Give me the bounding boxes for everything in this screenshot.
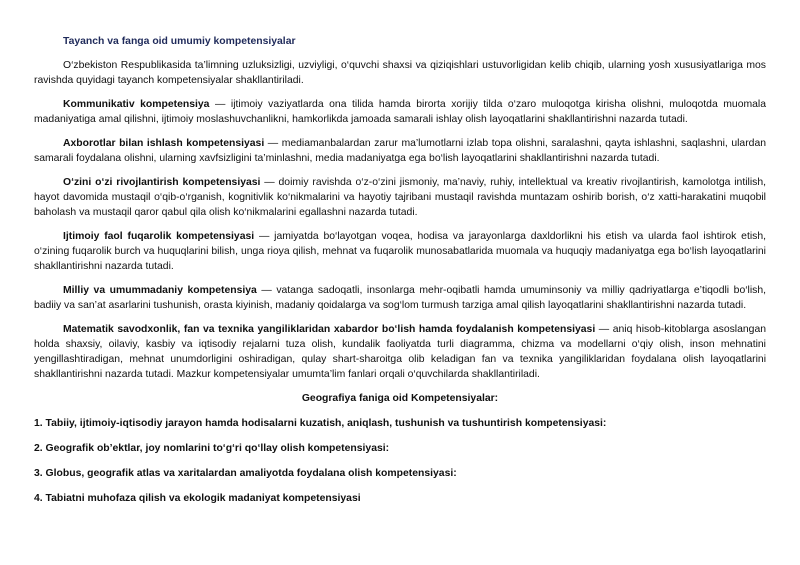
competency-paragraph-information [34, 136, 766, 166]
competency-paragraph-self-development [34, 175, 766, 220]
list-item: 2. Geografik ob’ektlar, joy nomlarini to‘g‘ri qo‘llay olish kompetensiyasi: [34, 443, 390, 454]
competency-term: Milliy va umummadaniy kompetensiya [63, 285, 257, 296]
competency-paragraph-civic [34, 229, 766, 274]
list-item: 3. Globus, geografik atlas va xaritalardan amaliyotda foydalana olish kompetensiyasi: [34, 468, 457, 479]
competency-description: — jamiyatda bo‘layotgan voqea, hodisa va jarayonlarga daxldorlikni his etish va ularda faol ishtirok etish, o‘zining fuqarolik burch va huquqlarini bilish, unga rioya qilish, mehnat va fuqarolik munosabatlarida muomala va huquqiy madaniyatga ega bo‘lish layoqatlarini shakllantirishni nazarda tutadi. [34, 231, 766, 272]
competency-description: — doimiy ravishda o‘z-o‘zini jismoniy, ma’naviy, ruhiy, intellektual va kreativ rivojlantirish, kamolotga intilish, hayot davomida mustaqil o‘qib-o‘rganish, kognitivlik ko‘nikmalarini va hayotiy tajribani mustaqil ravishda muntazam oshirib borish, o‘z xatti-harakatini muqobil baholash va mustaqil qaror qabul qila olish ko‘nikmalarini egallashni nazarda tutadi. [34, 177, 766, 218]
competency-description: — vatanga sadoqatli, insonlarga mehr-oqibatli hamda umuminsoniy va milliy qadriyatlarga e’tiqodli bo‘lish, badiiy va san’at asarlarini tushunish, orasta kiyinish, madaniy qoidalarga va sog‘lom turmush tarziga amal qilish layoqatlarini shakllantirishni nazarda tutadi. [34, 285, 767, 311]
competency-term: Matematik savodxonlik, fan va texnika yangiliklaridan xabardor bo‘lish hamda foydalanish kompetensiyasi [63, 324, 596, 335]
competency-paragraph-communicative [34, 97, 766, 127]
list-item: 1. Tabiiy, ijtimoiy-iqtisodiy jarayon hamda hodisalarni kuzatish, aniqlash, tushunish va tushuntirish kompetensiyasi: [34, 418, 607, 429]
competency-description: — aniq hisob-kitoblarga asoslangan holda shaxsiy, oilaviy, kasbiy va iqtisodiy rejalarni tuza olish, kundalik faoliyatda turli diagramma, chizma va modellarni o‘qiy olish, inson mehnatini yengillashtiradigan, mehnat unumdorligini oshiradigan, qulay shart-sharoitga olib keladigan fan va texnika yangiliklaridan foydalana olish layoqatlarini shakllantirishni nazarda tutadi. Mazkur kompetensiyalar umumta’lim fanlari orqali o‘quvchilarda shakllantiriladi. [34, 324, 766, 380]
competency-term: Ijtimoiy faol fuqarolik kompetensiyasi [63, 231, 255, 242]
competency-paragraph-cultural [34, 283, 766, 313]
document-heading: Tayanch va fanga oid umumiy kompetensiyalar [63, 36, 296, 47]
competency-paragraph-mathematical [34, 322, 766, 382]
competency-term: O‘zini o‘zi rivojlantirish kompetensiyasi [63, 177, 261, 188]
competency-description: — mediamanbalardan zarur ma’lumotlarni izlab topa olishni, saralashni, qayta ishlashni, saqlashni, ulardan samarali foydalana olishni, ularning xavfsizligini ta’minlashni, media madaniyatga ega bo‘lish layoqatlarini shakllantirishni nazarda tutadi. [34, 138, 767, 164]
competency-description: — ijtimoiy vaziyatlarda ona tilida hamda birorta xorijiy tilda o‘zaro muloqotga kirisha olishni, muloqotda muomala madaniyatiga amal qilishni, ijtimoiy moslashuvchanlikni, hamkorlikda jamoada samarali ishlay olish layoqatlarini shakllantirishni nazarda tutadi. [34, 99, 767, 125]
competency-term: Kommunikativ kompetensiya [63, 99, 210, 110]
list-item: 4. Tabiatni muhofaza qilish va ekologik madaniyat kompetensiyasi [34, 493, 361, 504]
intro-paragraph: O‘zbekiston Respublikasida ta’limning uzluksizligi, uzviyligi, o‘quvchi shaxsi va qiziqishlari ustuvorligidan kelib chiqib, ularning yosh xususiyatlariga mos ravishda quyidagi tayanch kompetensiyalar shakllantiriladi. [34, 60, 766, 86]
document-page [34, 34, 766, 516]
competency-term: Axborotlar bilan ishlash kompetensiyasi [63, 138, 265, 149]
section-title: Geografiya faniga oid Kompetensiyalar: [301, 393, 499, 404]
